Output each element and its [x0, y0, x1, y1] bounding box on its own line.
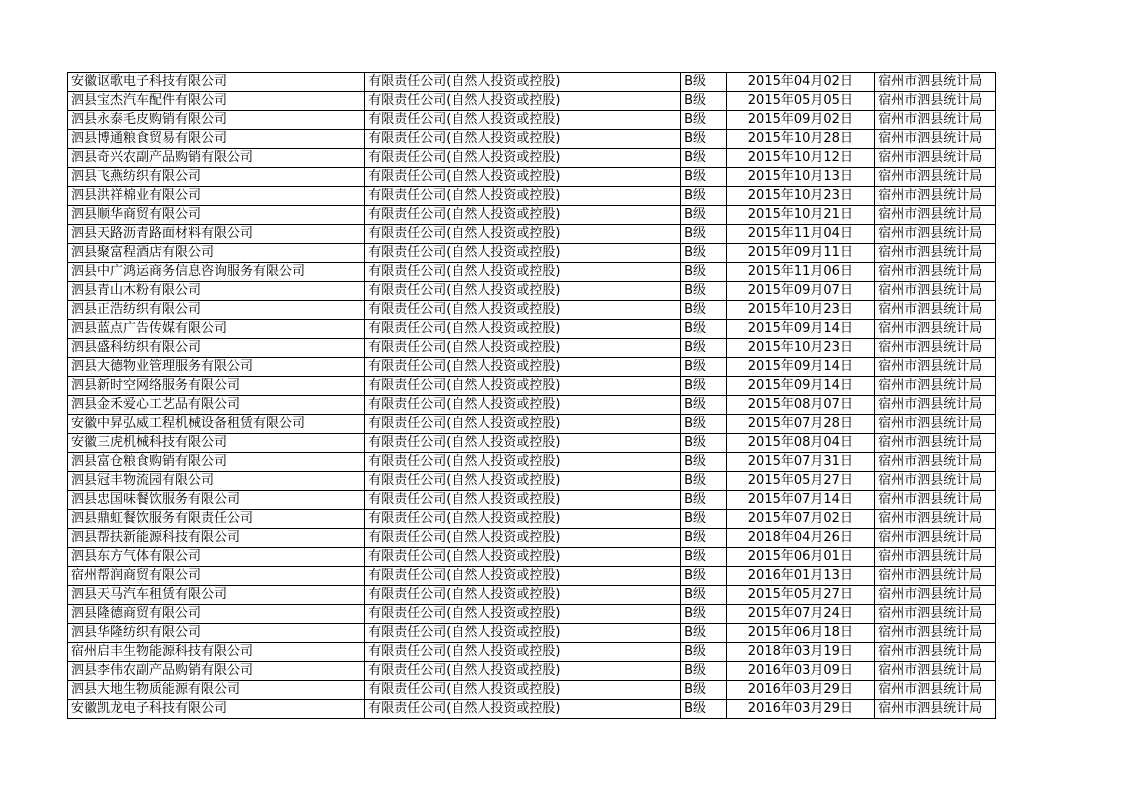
- company-type-cell: 有限责任公司(自然人投资或控股): [365, 320, 681, 339]
- grade-cell: B级: [681, 206, 726, 225]
- table-row: [68, 586, 996, 605]
- date-cell: 2015年10月12日: [726, 149, 875, 168]
- office-cell: 宿州市泗县统计局: [875, 263, 996, 282]
- date-cell: 2015年08月04日: [726, 434, 875, 453]
- company-type-cell: 有限责任公司(自然人投资或控股): [365, 453, 681, 472]
- grade-cell: B级: [681, 681, 726, 700]
- table-row: [68, 187, 996, 206]
- company-type-cell: 有限责任公司(自然人投资或控股): [365, 605, 681, 624]
- company-type-cell: 有限责任公司(自然人投资或控股): [365, 111, 681, 130]
- grade-cell: B级: [681, 320, 726, 339]
- company-type-cell: 有限责任公司(自然人投资或控股): [365, 643, 681, 662]
- company-name-cell: 泗县帮扶新能源科技有限公司: [68, 529, 365, 548]
- company-type-cell: 有限责任公司(自然人投资或控股): [365, 149, 681, 168]
- company-type-cell: 有限责任公司(自然人投资或控股): [365, 263, 681, 282]
- company-name-cell: 泗县大德物业管理服务有限公司: [68, 358, 365, 377]
- grade-cell: B级: [681, 301, 726, 320]
- grade-cell: B级: [681, 263, 726, 282]
- table-row: [68, 415, 996, 434]
- date-cell: 2015年09月14日: [726, 377, 875, 396]
- office-cell: 宿州市泗县统计局: [875, 92, 996, 111]
- office-cell: 宿州市泗县统计局: [875, 510, 996, 529]
- office-cell: 宿州市泗县统计局: [875, 491, 996, 510]
- company-name-cell: 泗县冠丰物流园有限公司: [68, 472, 365, 491]
- date-cell: 2015年09月02日: [726, 111, 875, 130]
- office-cell: 宿州市泗县统计局: [875, 320, 996, 339]
- company-type-cell: 有限责任公司(自然人投资或控股): [365, 396, 681, 415]
- grade-cell: B级: [681, 73, 726, 92]
- office-cell: 宿州市泗县统计局: [875, 624, 996, 643]
- company-type-cell: 有限责任公司(自然人投资或控股): [365, 301, 681, 320]
- grade-cell: B级: [681, 187, 726, 206]
- table-row: [68, 301, 996, 320]
- table-row: [68, 510, 996, 529]
- office-cell: 宿州市泗县统计局: [875, 282, 996, 301]
- grade-cell: B级: [681, 510, 726, 529]
- company-type-cell: 有限责任公司(自然人投资或控股): [365, 92, 681, 111]
- date-cell: 2015年04月02日: [726, 73, 875, 92]
- company-name-cell: 安徽讴歌电子科技有限公司: [68, 73, 365, 92]
- company-name-cell: 泗县金禾爱心工艺品有限公司: [68, 396, 365, 415]
- date-cell: 2015年06月18日: [726, 624, 875, 643]
- company-name-cell: 泗县忠国味餐饮服务有限公司: [68, 491, 365, 510]
- date-cell: 2018年04月26日: [726, 529, 875, 548]
- company-name-cell: 泗县天路沥青路面材料有限公司: [68, 225, 365, 244]
- company-name-cell: 泗县永泰毛皮购销有限公司: [68, 111, 365, 130]
- office-cell: 宿州市泗县统计局: [875, 130, 996, 149]
- company-type-cell: 有限责任公司(自然人投资或控股): [365, 358, 681, 377]
- table-row: [68, 434, 996, 453]
- company-name-cell: 宿州启丰生物能源科技有限公司: [68, 643, 365, 662]
- company-name-cell: 安徽三虎机械科技有限公司: [68, 434, 365, 453]
- grade-cell: B级: [681, 491, 726, 510]
- table-row: [68, 643, 996, 662]
- date-cell: 2015年10月21日: [726, 206, 875, 225]
- office-cell: 宿州市泗县统计局: [875, 187, 996, 206]
- company-type-cell: 有限责任公司(自然人投资或控股): [365, 529, 681, 548]
- table-row: [68, 662, 996, 681]
- date-cell: 2015年05月27日: [726, 472, 875, 491]
- grade-cell: B级: [681, 92, 726, 111]
- company-type-cell: 有限责任公司(自然人投资或控股): [365, 510, 681, 529]
- company-name-cell: 泗县蓝点广告传媒有限公司: [68, 320, 365, 339]
- table-row: [68, 700, 996, 719]
- company-type-cell: 有限责任公司(自然人投资或控股): [365, 586, 681, 605]
- date-cell: 2015年07月31日: [726, 453, 875, 472]
- table-row: [68, 567, 996, 586]
- date-cell: 2015年10月13日: [726, 168, 875, 187]
- office-cell: 宿州市泗县统计局: [875, 301, 996, 320]
- grade-cell: B级: [681, 643, 726, 662]
- grade-cell: B级: [681, 567, 726, 586]
- table-row: [68, 339, 996, 358]
- company-name-cell: 泗县飞燕纺织有限公司: [68, 168, 365, 187]
- grade-cell: B级: [681, 244, 726, 263]
- office-cell: 宿州市泗县统计局: [875, 358, 996, 377]
- grade-cell: B级: [681, 358, 726, 377]
- date-cell: 2016年03月29日: [726, 681, 875, 700]
- company-name-cell: 泗县宝杰汽车配件有限公司: [68, 92, 365, 111]
- date-cell: 2015年05月27日: [726, 586, 875, 605]
- table-row: [68, 396, 996, 415]
- company-type-cell: 有限责任公司(自然人投资或控股): [365, 339, 681, 358]
- table-row: [68, 472, 996, 491]
- company-type-cell: 有限责任公司(自然人投资或控股): [365, 206, 681, 225]
- office-cell: 宿州市泗县统计局: [875, 339, 996, 358]
- date-cell: 2015年09月14日: [726, 320, 875, 339]
- table-row: [68, 282, 996, 301]
- date-cell: 2015年10月23日: [726, 339, 875, 358]
- company-name-cell: 泗县李伟农副产品购销有限公司: [68, 662, 365, 681]
- grade-cell: B级: [681, 396, 726, 415]
- grade-cell: B级: [681, 282, 726, 301]
- company-name-cell: 泗县奇兴农副产品购销有限公司: [68, 149, 365, 168]
- company-name-cell: 泗县东方气体有限公司: [68, 548, 365, 567]
- grade-cell: B级: [681, 339, 726, 358]
- table-row: [68, 263, 996, 282]
- company-name-cell: 安徽中昇弘威工程机械设备租赁有限公司: [68, 415, 365, 434]
- company-name-cell: 泗县富仓粮食购销有限公司: [68, 453, 365, 472]
- table-row: [68, 168, 996, 187]
- date-cell: 2015年07月02日: [726, 510, 875, 529]
- table-row: [68, 320, 996, 339]
- grade-cell: B级: [681, 605, 726, 624]
- table-row: [68, 244, 996, 263]
- office-cell: 宿州市泗县统计局: [875, 111, 996, 130]
- table-row: [68, 111, 996, 130]
- table-row: [68, 548, 996, 567]
- date-cell: 2015年08月07日: [726, 396, 875, 415]
- office-cell: 宿州市泗县统计局: [875, 396, 996, 415]
- table-row: [68, 206, 996, 225]
- grade-cell: B级: [681, 415, 726, 434]
- table-row: [68, 681, 996, 700]
- company-type-cell: 有限责任公司(自然人投资或控股): [365, 624, 681, 643]
- office-cell: 宿州市泗县统计局: [875, 225, 996, 244]
- grade-cell: B级: [681, 453, 726, 472]
- table-row: [68, 225, 996, 244]
- table-row: [68, 624, 996, 643]
- table-body: [68, 73, 996, 719]
- company-name-cell: 泗县博通粮食贸易有限公司: [68, 130, 365, 149]
- company-type-cell: 有限责任公司(自然人投资或控股): [365, 567, 681, 586]
- company-name-cell: 泗县洪祥棉业有限公司: [68, 187, 365, 206]
- office-cell: 宿州市泗县统计局: [875, 643, 996, 662]
- company-type-cell: 有限责任公司(自然人投资或控股): [365, 700, 681, 719]
- date-cell: 2015年06月01日: [726, 548, 875, 567]
- date-cell: 2018年03月19日: [726, 643, 875, 662]
- company-name-cell: 泗县正浩纺织有限公司: [68, 301, 365, 320]
- date-cell: 2015年10月23日: [726, 187, 875, 206]
- company-name-cell: 泗县天马汽车租赁有限公司: [68, 586, 365, 605]
- company-type-cell: 有限责任公司(自然人投资或控股): [365, 377, 681, 396]
- grade-cell: B级: [681, 472, 726, 491]
- grade-cell: B级: [681, 662, 726, 681]
- company-type-cell: 有限责任公司(自然人投资或控股): [365, 225, 681, 244]
- date-cell: 2015年09月11日: [726, 244, 875, 263]
- office-cell: 宿州市泗县统计局: [875, 453, 996, 472]
- date-cell: 2015年10月23日: [726, 301, 875, 320]
- company-name-cell: 宿州帮润商贸有限公司: [68, 567, 365, 586]
- date-cell: 2016年03月29日: [726, 700, 875, 719]
- office-cell: 宿州市泗县统计局: [875, 434, 996, 453]
- grade-cell: B级: [681, 434, 726, 453]
- table-row: [68, 149, 996, 168]
- date-cell: 2015年10月28日: [726, 130, 875, 149]
- table-row: [68, 73, 996, 92]
- company-name-cell: 泗县中广鸿运商务信息咨询服务有限公司: [68, 263, 365, 282]
- office-cell: 宿州市泗县统计局: [875, 415, 996, 434]
- table-row: [68, 130, 996, 149]
- grade-cell: B级: [681, 586, 726, 605]
- office-cell: 宿州市泗县统计局: [875, 567, 996, 586]
- office-cell: 宿州市泗县统计局: [875, 206, 996, 225]
- company-type-cell: 有限责任公司(自然人投资或控股): [365, 472, 681, 491]
- company-name-cell: 泗县青山木粉有限公司: [68, 282, 365, 301]
- company-type-cell: 有限责任公司(自然人投资或控股): [365, 662, 681, 681]
- grade-cell: B级: [681, 149, 726, 168]
- office-cell: 宿州市泗县统计局: [875, 73, 996, 92]
- grade-cell: B级: [681, 377, 726, 396]
- grade-cell: B级: [681, 225, 726, 244]
- grade-cell: B级: [681, 624, 726, 643]
- table-row: [68, 377, 996, 396]
- company-name-cell: 泗县聚富程酒店有限公司: [68, 244, 365, 263]
- office-cell: 宿州市泗县统计局: [875, 529, 996, 548]
- office-cell: 宿州市泗县统计局: [875, 149, 996, 168]
- company-rating-table: [67, 72, 996, 719]
- date-cell: 2015年07月24日: [726, 605, 875, 624]
- date-cell: 2015年07月14日: [726, 491, 875, 510]
- company-name-cell: 安徽凯龙电子科技有限公司: [68, 700, 365, 719]
- company-type-cell: 有限责任公司(自然人投资或控股): [365, 681, 681, 700]
- date-cell: 2015年11月06日: [726, 263, 875, 282]
- grade-cell: B级: [681, 168, 726, 187]
- company-type-cell: 有限责任公司(自然人投资或控股): [365, 187, 681, 206]
- date-cell: 2015年07月28日: [726, 415, 875, 434]
- grade-cell: B级: [681, 111, 726, 130]
- company-type-cell: 有限责任公司(自然人投资或控股): [365, 130, 681, 149]
- company-type-cell: 有限责任公司(自然人投资或控股): [365, 244, 681, 263]
- table-row: [68, 529, 996, 548]
- office-cell: 宿州市泗县统计局: [875, 548, 996, 567]
- company-name-cell: 泗县新时空网络服务有限公司: [68, 377, 365, 396]
- company-type-cell: 有限责任公司(自然人投资或控股): [365, 415, 681, 434]
- date-cell: 2015年09月14日: [726, 358, 875, 377]
- table-row: [68, 453, 996, 472]
- office-cell: 宿州市泗县统计局: [875, 681, 996, 700]
- grade-cell: B级: [681, 529, 726, 548]
- office-cell: 宿州市泗县统计局: [875, 662, 996, 681]
- table-row: [68, 491, 996, 510]
- office-cell: 宿州市泗县统计局: [875, 377, 996, 396]
- company-name-cell: 泗县盛科纺织有限公司: [68, 339, 365, 358]
- company-type-cell: 有限责任公司(自然人投资或控股): [365, 168, 681, 187]
- office-cell: 宿州市泗县统计局: [875, 244, 996, 263]
- office-cell: 宿州市泗县统计局: [875, 700, 996, 719]
- office-cell: 宿州市泗县统计局: [875, 586, 996, 605]
- date-cell: 2015年05月05日: [726, 92, 875, 111]
- date-cell: 2016年01月13日: [726, 567, 875, 586]
- company-name-cell: 泗县华隆纺织有限公司: [68, 624, 365, 643]
- grade-cell: B级: [681, 700, 726, 719]
- company-name-cell: 泗县顺华商贸有限公司: [68, 206, 365, 225]
- table-row: [68, 358, 996, 377]
- office-cell: 宿州市泗县统计局: [875, 168, 996, 187]
- company-type-cell: 有限责任公司(自然人投资或控股): [365, 282, 681, 301]
- grade-cell: B级: [681, 548, 726, 567]
- table-row: [68, 92, 996, 111]
- grade-cell: B级: [681, 130, 726, 149]
- company-name-cell: 泗县隆德商贸有限公司: [68, 605, 365, 624]
- company-type-cell: 有限责任公司(自然人投资或控股): [365, 548, 681, 567]
- table-row: [68, 605, 996, 624]
- company-name-cell: 泗县鼎虹餐饮服务有限责任公司: [68, 510, 365, 529]
- company-name-cell: 泗县大地生物质能源有限公司: [68, 681, 365, 700]
- company-type-cell: 有限责任公司(自然人投资或控股): [365, 434, 681, 453]
- date-cell: 2016年03月09日: [726, 662, 875, 681]
- date-cell: 2015年09月07日: [726, 282, 875, 301]
- office-cell: 宿州市泗县统计局: [875, 605, 996, 624]
- date-cell: 2015年11月04日: [726, 225, 875, 244]
- company-type-cell: 有限责任公司(自然人投资或控股): [365, 491, 681, 510]
- company-type-cell: 有限责任公司(自然人投资或控股): [365, 73, 681, 92]
- office-cell: 宿州市泗县统计局: [875, 472, 996, 491]
